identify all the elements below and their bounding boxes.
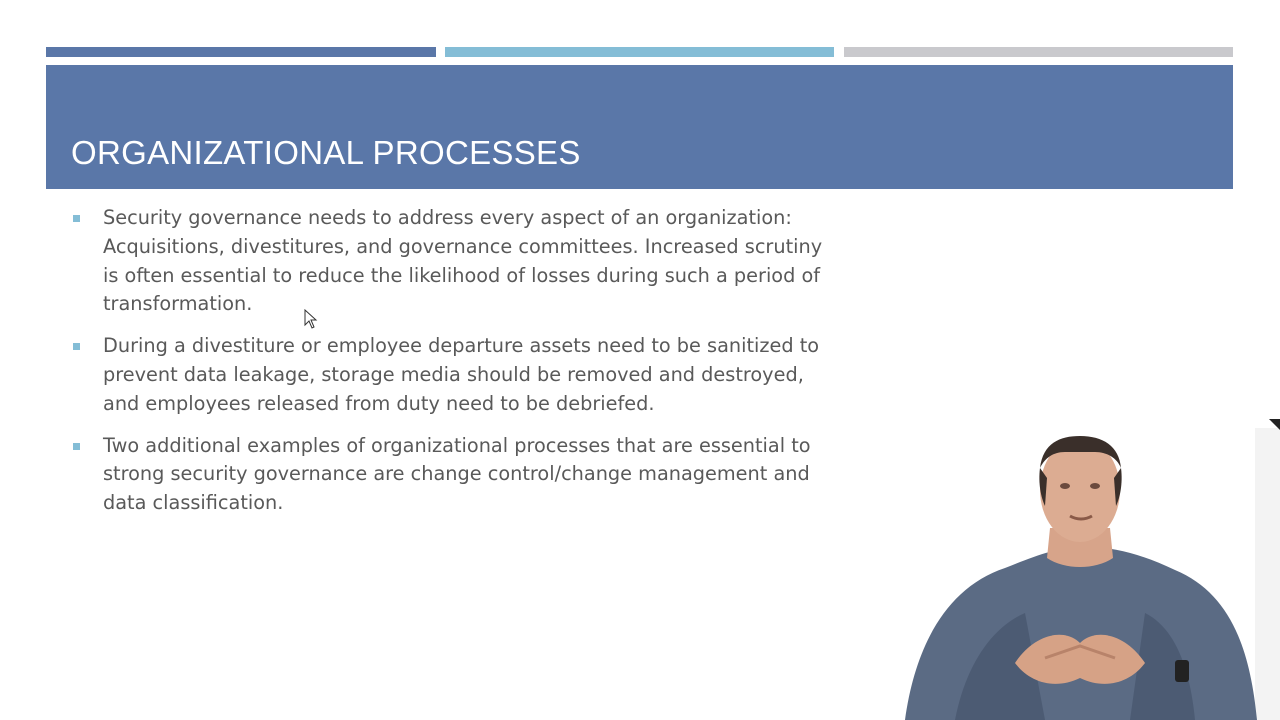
bullet-item: [70, 204, 840, 319]
bullet-item: [70, 332, 840, 418]
square-bullet-icon: [73, 443, 80, 450]
bullet-list: [70, 204, 840, 531]
accent-bar-gray: [844, 47, 1233, 57]
accent-bar-light: [445, 47, 834, 57]
presenter-webcam-icon: [895, 428, 1280, 720]
bullet-text: During a divestiture or employee departure assets need to be sanitized to prevent data leakage, storage media should be removed and destroyed, and employees released from duty need to be debriefed.: [103, 334, 820, 415]
bullet-item: [70, 432, 840, 518]
mouse-pointer-icon: [304, 309, 318, 329]
presenter-video: [895, 428, 1280, 720]
slide-title: ORGANIZATIONAL PROCESSES: [71, 134, 581, 171]
corner-arrow-icon: [1269, 419, 1280, 430]
title-band: [46, 65, 1233, 189]
accent-bar-dark: [46, 47, 436, 57]
square-bullet-icon: [73, 215, 80, 222]
square-bullet-icon: [73, 343, 80, 350]
bullet-text: Two additional examples of organizational processes that are essential to strong security governance are change control/change management and data classification.: [103, 433, 811, 515]
bullet-text: Security governance needs to address every aspect of an organization: Acquisitions, divestitures, and governance committees. Increased scrutiny is often essential to reduce the likelihood of losses during such a period of transformation.: [103, 206, 823, 316]
